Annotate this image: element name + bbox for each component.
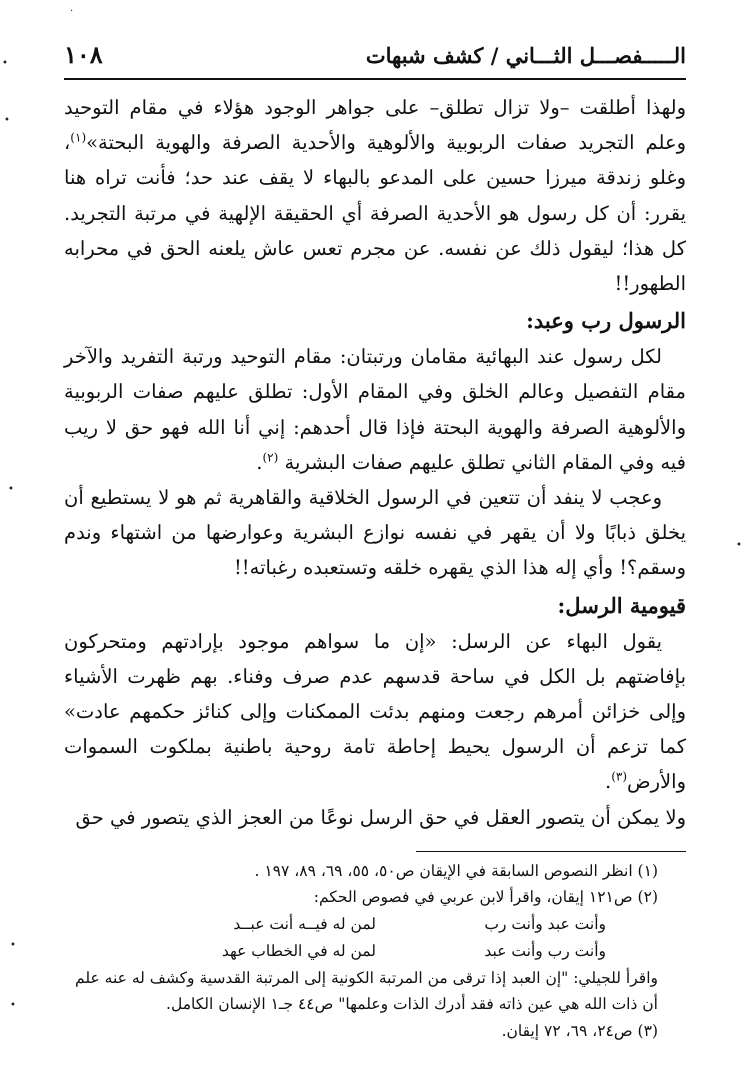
paragraph-two-stations-end: .: [256, 450, 263, 474]
footnote-ref-2[interactable]: (٢): [262, 450, 279, 465]
poem-verse-2: [64, 938, 686, 965]
paragraph-intro-part2: ، وغلو زندقة ميرزا حسين على المدعو بالبهاء لا يقف عند حد؛ فأنت تراه هنا يقرر: أن كل رسول هو الأحدية الصرفة أي الحقيقة الإلهية في مرتبة التجريد. كل هذا؛ ليقول ذلك عن نفسه. عن مجرم تعس عاش يلعنه الحق في محرابه الطهور!!: [64, 131, 686, 296]
poem-verse-2-first-hemistich: وأنت رب وأنت عبد: [484, 941, 606, 960]
scan-mark: •: [2, 58, 8, 69]
paragraph-wonder: وعجب لا ينفد أن تتعين في الرسول الخلاقية والقاهرية ثم هو لا يستطيع أن يخلق ذبابًا ولا أن يقهر في نفسه نوازع البشرية وعوارضها من اشتهاء وندم وسقم؟! وأي إله هذا الذي يقهره خلقه وتستعبده رغباته!!: [64, 486, 686, 580]
footnotes: [64, 858, 686, 1045]
paragraph-two-stations-text: لكل رسول عند البهائية مقامان ورتبتان: مقام التوحيد ورتبة التفريد والآخر مقام التفصيل وعالم الخلق وفي المقام الأول: تطلق عليهم صفات الربوبية والألوهية الصرفة والهوية البحتة فإذا قال أحدهم: إني أنا الله فهو حق لا ريب فيه وفي المقام الثاني تطلق عليهم صفات البشرية: [64, 345, 686, 474]
footnote-ref-3[interactable]: (٣): [611, 769, 628, 784]
page-number: ١٠٨: [64, 40, 103, 69]
paragraph-two-stations: [64, 339, 686, 480]
paragraph-baha-quote-text: يقول البهاء عن الرسل: «إن ما سواهم موجود بإرادتهم ومتحركون بإفاضتهم بل الكل في ساحة قدسهم عدم صرف وفناء. بهم ظهرت الأشياء وإلى خزائن أمرهم رجعت ومنهم بدئت الممكنات وإلى كنائز حكمهم عادت» كما تزعم أن الرسول يحيط إحاطة تامة روحية باطنية بملكوت السموات والأرض: [64, 629, 686, 794]
scan-mark: •: [10, 1000, 16, 1011]
footnote-1: (١) انظر النصوص السابقة في الإيقان ص٥٠، ٥٥، ٦٩، ٨٩، ١٩٧ .: [254, 861, 658, 880]
poem-verse-1-second-hemistich: لمن له فيــه أنت عبــد: [233, 914, 376, 933]
poem-verse-2-second-hemistich: لمن له في الخطاب عهد: [221, 941, 376, 960]
section-heading-sustaining-messengers: قيومية الرسل:: [557, 592, 686, 618]
scan-mark: ·: [70, 6, 74, 17]
paragraph-baha-quote-end: .: [605, 770, 612, 794]
main-text: [64, 90, 686, 835]
paragraph-intro-part1: ولهذا أطلقت –ولا تزال تطلق– على جواهر الوجود هؤلاء في مقام التوحيد وعلم التجريد صفات الربوبية والألوهية والأحدية الصرفة والهوية البحتة»: [64, 96, 686, 155]
scan-mark: •: [10, 940, 16, 951]
poem-verse-1: [64, 911, 686, 938]
scan-mark: •: [8, 484, 14, 495]
scan-mark: •: [4, 115, 10, 126]
running-header: [64, 40, 686, 80]
paragraph-baha-quote: [64, 624, 686, 800]
section-heading-messenger-lord-servant: الرسول رب وعبد:: [526, 308, 686, 334]
paragraph-continuation: ولا يمكن أن يتصور العقل في حق الرسل نوعًا من العجز الذي يتصور في حق: [75, 805, 686, 829]
poem-verse-1-first-hemistich: وأنت عبد وأنت رب: [484, 914, 606, 933]
footnote-divider: [416, 851, 686, 852]
paragraph-intro: [64, 90, 686, 301]
footnote-2-jili-quote: واقرأ للجيلي: "إن العبد إذا ترقى من المرتبة الكونية إلى المرتبة القدسية وكشف له عنه علم أن ذات الله هي عين ذاته فقد أدرك الذات وعلمها" ص٤٤ جـ١ الإنسان الكامل.: [75, 968, 658, 1014]
footnote-3: (٣) ص٢٤، ٦٩، ٧٢ إيقان.: [501, 1021, 658, 1040]
footnote-ref-1[interactable]: (١): [70, 130, 87, 145]
footnote-2: (٢) ص١٢١ إيقان، واقرأ لابن عربي في فصوص الحكم:: [313, 888, 658, 907]
scan-mark: •: [736, 540, 742, 551]
book-page: [64, 40, 686, 1044]
chapter-title: الـــــفصـــل الثـــاني / كشف شبهات: [365, 43, 686, 68]
